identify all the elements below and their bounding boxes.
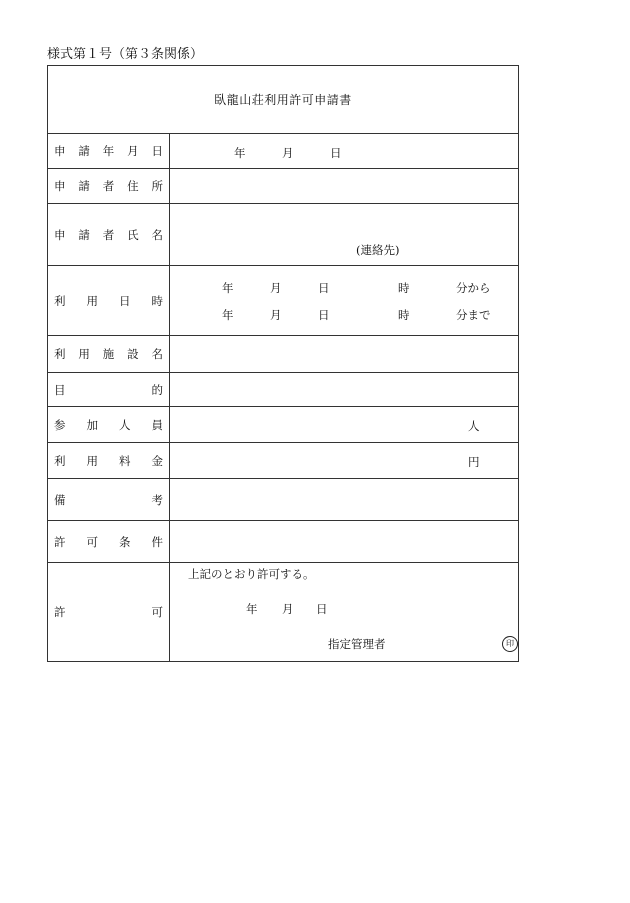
label-usage-datetime: 利 用 日 時 [48, 266, 170, 335]
designated-manager-label: 指定管理者 [328, 637, 386, 651]
row-application-date [48, 133, 518, 168]
participants-field[interactable] [170, 407, 518, 442]
row-applicant-name [48, 203, 518, 265]
row-participants [48, 406, 518, 442]
permission-year: 年 [246, 602, 258, 616]
remarks-field[interactable] [170, 479, 518, 520]
label-applicant-name: 申 請 者 氏 名 [48, 204, 170, 265]
seal-mark: 印 [502, 636, 518, 652]
fee-unit: 円 [468, 455, 480, 469]
permission-month: 月 [282, 602, 294, 616]
row-permission [48, 562, 518, 661]
applicant-name-field[interactable] [170, 204, 518, 265]
form-title: 臥龍山荘利用許可申請書 [214, 93, 352, 107]
row-usage-datetime [48, 265, 518, 335]
label-purpose: 目 的 [48, 373, 170, 406]
label-remarks: 備 考 [48, 479, 170, 520]
usage-datetime-field[interactable]: 年 月 日 時 分から 年 月 日 時 分まで [222, 281, 491, 322]
row-conditions [48, 520, 518, 562]
permission-day: 日 [316, 602, 328, 616]
facility-name-field[interactable] [170, 336, 518, 372]
conditions-field[interactable] [170, 521, 518, 562]
fee-field[interactable] [170, 443, 518, 478]
label-applicant-address: 申 請 者 住 所 [48, 169, 170, 203]
application-form-table [47, 65, 519, 662]
date-day: 日 [330, 146, 342, 160]
label-fee: 利 用 料 金 [48, 443, 170, 478]
purpose-field[interactable] [170, 373, 518, 406]
row-purpose [48, 372, 518, 406]
permission-field [170, 563, 518, 661]
permission-statement: 上記のとおり許可する。 [188, 567, 315, 581]
row-fee [48, 442, 518, 478]
label-conditions: 許 可 条 件 [48, 521, 170, 562]
label-permission: 許 可 [48, 563, 170, 661]
application-date-field[interactable] [170, 134, 518, 168]
form-number: 様式第１号（第３条関係） [47, 47, 204, 62]
participants-unit: 人 [468, 419, 480, 433]
date-month: 月 [282, 146, 294, 160]
date-year: 年 [234, 146, 246, 160]
form-title-row [48, 66, 518, 133]
row-applicant-address [48, 168, 518, 203]
row-facility-name [48, 335, 518, 372]
label-facility-name: 利 用 施 設 名 [48, 336, 170, 372]
label-application-date: 申 請 年 月 日 [48, 134, 170, 168]
label-participants: 参 加 人 員 [48, 407, 170, 442]
applicant-address-field[interactable] [170, 169, 518, 203]
contact-label: (連絡先) [356, 243, 400, 257]
row-remarks [48, 478, 518, 520]
